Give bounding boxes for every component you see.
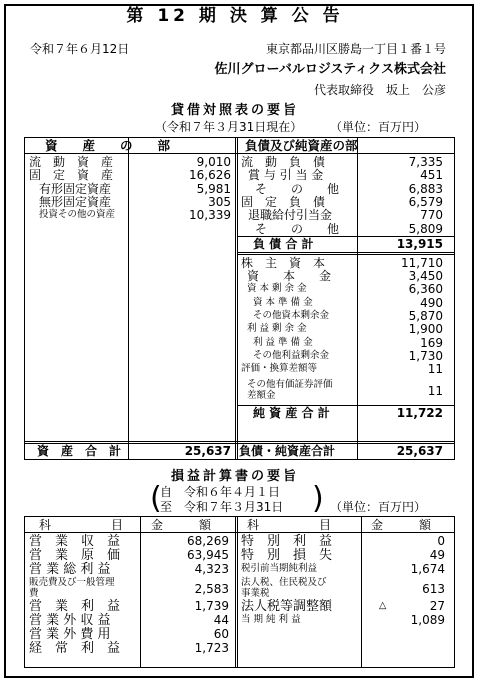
balance-sheet-title: 貸借対照表の要旨 bbox=[170, 103, 299, 118]
liabilities-total-label: 負 債 合 計 bbox=[253, 236, 314, 251]
is-divider-right bbox=[361, 517, 362, 667]
left-amount-header: 金 額 bbox=[151, 518, 212, 532]
liabilities-total-value: 13,915 bbox=[396, 236, 443, 251]
right-item-header: 科 目 bbox=[247, 518, 332, 532]
equity-label: 評価・換算差額等 bbox=[241, 363, 318, 375]
left-item-value: 2,583 bbox=[194, 581, 229, 596]
right-item-value: 0 bbox=[437, 534, 445, 548]
equity-value: 11 bbox=[427, 383, 443, 398]
company-name: 佐川グローバルロジスティクス株式会社 bbox=[214, 62, 446, 77]
asset-value: 10,339 bbox=[189, 208, 231, 223]
equity-value: 6,360 bbox=[408, 282, 443, 297]
left-item-label: 営 業 利 益 bbox=[29, 598, 121, 614]
left-item-label: 営 業 総 利 益 bbox=[29, 562, 111, 578]
left-item-label: 営 業 外 収 益 bbox=[29, 612, 111, 628]
equity-label: 利 益 剰 余 金 bbox=[247, 323, 307, 335]
equity-label: 資 本 剰 余 金 bbox=[247, 283, 307, 295]
period-to: 至 令和７年３月31日 bbox=[160, 500, 284, 514]
representative: 代表取締役 坂上 公彦 bbox=[313, 83, 446, 97]
assets-total-value: 25,637 bbox=[184, 444, 231, 458]
assets-header: 資 産 の 部 bbox=[45, 138, 171, 153]
liability-value: 5,809 bbox=[408, 221, 443, 236]
asset-label: 固 定 資 産 bbox=[29, 168, 114, 183]
equity-label: 利 益 準 備 金 bbox=[253, 336, 313, 348]
liability-value: 451 bbox=[420, 168, 443, 183]
liability-label: そ の 他 bbox=[255, 221, 340, 236]
liability-value: 770 bbox=[420, 208, 443, 223]
right-item-value: 49 bbox=[429, 548, 445, 563]
right-item-label: 特 別 損 失 bbox=[241, 548, 333, 564]
left-item-label: 営 業 原 価 bbox=[29, 548, 121, 564]
equity-total-label: 純 資 産 合 計 bbox=[253, 405, 330, 420]
bs-divider-right bbox=[357, 138, 358, 459]
equity-value: 1,900 bbox=[408, 322, 443, 337]
balance-sheet-date: （令和７年３月31日現在） bbox=[155, 120, 303, 134]
right-amount-header: 金 額 bbox=[371, 518, 432, 532]
income-statement-unit: （単位：百万円） bbox=[330, 500, 427, 514]
liability-value: 6,883 bbox=[408, 181, 443, 196]
equity-label: その他利益剰余金 bbox=[253, 349, 330, 361]
liability-label: 退職給付引当金 bbox=[248, 208, 333, 223]
is-divider-center bbox=[237, 517, 238, 667]
is-header-line bbox=[25, 532, 454, 533]
balance-sheet-table bbox=[24, 137, 455, 460]
left-item-value: 63,945 bbox=[187, 548, 229, 563]
asset-value: 16,626 bbox=[189, 168, 231, 183]
asset-value: 5,981 bbox=[196, 181, 231, 196]
equity-label: その他有価証券評価 bbox=[247, 378, 333, 390]
left-item-value: 68,269 bbox=[187, 534, 229, 548]
liability-value: 7,335 bbox=[408, 155, 443, 169]
liability-label: 流 動 負 債 bbox=[241, 155, 326, 169]
right-item-label: 特 別 利 益 bbox=[241, 534, 333, 549]
left-item-label: 営 業 収 益 bbox=[29, 534, 121, 549]
left-item-value: 44 bbox=[213, 612, 229, 627]
left-item-label: 販売費及び一般管理 bbox=[29, 576, 115, 588]
liab-total-line-bottom2 bbox=[237, 254, 454, 255]
right-item-label: 当 期 純 利 益 bbox=[241, 613, 301, 625]
left-item-value: 1,723 bbox=[194, 641, 229, 656]
right-item-value: 1,089 bbox=[410, 612, 445, 627]
equity-label-line2: 差額金 bbox=[247, 389, 276, 401]
assets-total-label: 資 産 合 計 bbox=[37, 444, 122, 458]
equity-value: 11,710 bbox=[401, 255, 443, 270]
equity-value: 490 bbox=[420, 295, 443, 310]
is-divider-left bbox=[140, 517, 141, 667]
bs-divider-center-2 bbox=[235, 138, 236, 459]
bs-divider-left bbox=[128, 138, 129, 459]
is-divider-center-2 bbox=[235, 517, 236, 667]
period-bracket-right: ) bbox=[312, 481, 324, 516]
equity-label: 株 主 資 本 bbox=[241, 255, 326, 270]
right-item-label: 法人税等調整額 bbox=[241, 598, 333, 614]
bs-divider-center bbox=[237, 138, 238, 459]
asset-label: 流 動 資 産 bbox=[29, 155, 114, 169]
equity-value: 5,870 bbox=[408, 309, 443, 323]
company-address: 東京都品川区勝島一丁目１番１号 bbox=[265, 42, 446, 56]
asset-label: 投資その他の資産 bbox=[39, 209, 116, 221]
liabilities-header: 負債及び純資産の部 bbox=[245, 138, 358, 153]
bs-header-line bbox=[25, 153, 454, 154]
left-item-header: 科 目 bbox=[39, 518, 124, 532]
equity-label: その他資本剰余金 bbox=[253, 310, 330, 321]
asset-label: 無形固定資産 bbox=[39, 194, 112, 209]
period-from: 自 令和６年４月１日 bbox=[160, 485, 281, 499]
equity-label: 資 本 準 備 金 bbox=[253, 296, 313, 308]
left-item-value: 4,323 bbox=[194, 562, 229, 577]
asset-label: 有形固定資産 bbox=[39, 181, 112, 196]
asset-value: 305 bbox=[208, 194, 231, 209]
liability-label: そ の 他 bbox=[255, 181, 340, 196]
notice-title: 第 12 期 決 算 公 告 bbox=[126, 6, 344, 26]
liability-label: 固 定 負 債 bbox=[241, 194, 326, 209]
equity-value: 169 bbox=[420, 335, 443, 350]
equity-value: 1,730 bbox=[408, 348, 443, 363]
asset-value: 9,010 bbox=[196, 155, 231, 169]
income-statement-title: 損益計算書の要旨 bbox=[170, 469, 299, 484]
liability-label: 賞 与 引 当 金 bbox=[248, 168, 324, 183]
left-item-label: 経 常 利 益 bbox=[29, 641, 121, 657]
balance-sheet-unit: （単位：百万円） bbox=[330, 120, 427, 134]
triangle-mark: △ bbox=[379, 599, 387, 611]
left-item-label: 営 業 外 費 用 bbox=[29, 627, 111, 642]
grand-total-label: 負債・純資産合計 bbox=[239, 444, 336, 458]
left-item-label-line2: 費 bbox=[29, 587, 39, 599]
right-item-label-line2: 事業税 bbox=[241, 587, 270, 599]
right-item-value: 27 bbox=[429, 598, 445, 613]
right-item-label: 法人税、住民税及び bbox=[241, 576, 327, 588]
left-item-value: 60 bbox=[213, 627, 229, 641]
right-item-value: 613 bbox=[422, 581, 445, 596]
right-item-label: 税引前当期純利益 bbox=[241, 563, 318, 575]
equity-label: 資 本 金 bbox=[247, 269, 332, 284]
equity-value: 3,450 bbox=[408, 269, 443, 284]
notice-date: 令和７年６月12日 bbox=[30, 42, 130, 56]
liability-value: 6,579 bbox=[408, 194, 443, 209]
equity-total-value: 11,722 bbox=[396, 405, 443, 420]
grand-total-line-top bbox=[25, 441, 454, 442]
right-item-value: 1,674 bbox=[410, 562, 445, 577]
equity-value: 11 bbox=[427, 362, 443, 377]
income-statement-table bbox=[24, 516, 455, 668]
liab-total-line-bottom bbox=[237, 252, 454, 253]
left-item-value: 1,739 bbox=[194, 598, 229, 613]
period-bracket-left: ( bbox=[150, 481, 162, 516]
grand-total-value: 25,637 bbox=[396, 444, 443, 458]
